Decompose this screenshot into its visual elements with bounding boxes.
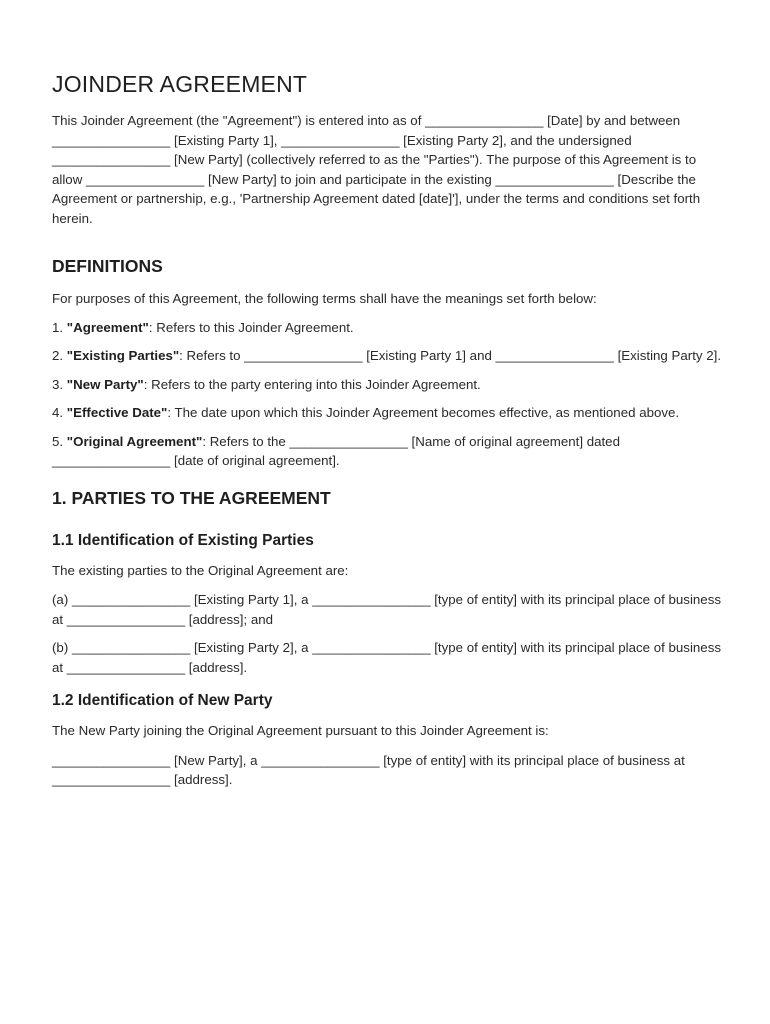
definition-number: 5. [52, 433, 64, 449]
definition-text: : Refers to ________________ [Existing Party 1] and ________________ [Existing Party 2]. [179, 348, 722, 363]
intro-paragraph: This Joinder Agreement (the "Agreement") is entered into as of ________________ [Date] by and between ________________ [Existing Party 1], ________________ [Existing Party 2], and the undersigned ________________ [New Party] (collectively referred to as the "Parties"). The purpose of this Agreement is to allow ________________ [New Party] to join and participate in the existing ________________ [Describe the Agreement or partnership, e.g., 'Partnership Agreement dated [date]'], under the terms and conditions set forth herein. [52, 113, 701, 226]
definition-text: : The date upon which this Joinder Agreement becomes effective, as mentioned above. [167, 405, 680, 420]
definition-term: "Agreement" [66, 319, 149, 335]
definition-item-new-party [52, 375, 722, 395]
definitions-lead: For purposes of this Agreement, the following terms shall have the meanings set forth below: [52, 291, 597, 306]
section-1-2-lead: The New Party joining the Original Agreement pursuant to this Joinder Agreement is: [52, 723, 549, 738]
definition-term: "Existing Parties" [66, 348, 180, 363]
definition-text: : Refers to this Joinder Agreement. [148, 319, 354, 335]
existing-party-item-b: (b) ________________ [Existing Party 2], a ________________ [type of entity] with its principal place of business at ________________ [address]. [52, 640, 721, 675]
definition-item-agreement [52, 318, 722, 338]
new-party-item: ________________ [New Party], a ________________ [type of entity] with its principal place of business at ________________ [address]. [52, 752, 685, 787]
existing-party-item-a: (a) ________________ [Existing Party 1], a ________________ [type of entity] with its principal place of business at ________________ [address]; and [52, 592, 721, 627]
definition-item-existing-parties [52, 346, 722, 366]
definition-text: : Refers to the party entering into this Joinder Agreement. [143, 376, 481, 392]
section-1-1-heading: 1.1 Identification of Existing Parties [52, 531, 314, 549]
definition-number: 2. [52, 348, 64, 363]
definition-term: "Effective Date" [66, 405, 168, 420]
definition-number: 4. [52, 405, 64, 420]
definition-item-original-agreement [52, 432, 722, 471]
definition-item-effective-date [52, 403, 722, 423]
definition-term: "New Party" [66, 376, 144, 392]
document-page [52, 70, 722, 799]
section-1-heading: 1. PARTIES TO THE AGREEMENT [52, 487, 331, 508]
definition-text: : Refers to the ________________ [Name of original agreement] dated ________________ [date of original agreement]. [52, 433, 620, 468]
definitions-heading: DEFINITIONS [52, 256, 163, 276]
document-title: JOINDER AGREEMENT [52, 71, 308, 97]
definition-term: "Original Agreement" [66, 433, 203, 449]
definition-number: 3. [52, 376, 64, 392]
definition-number: 1. [52, 319, 64, 335]
section-1-1-lead: The existing parties to the Original Agreement are: [52, 562, 349, 578]
section-1-2-heading: 1.2 Identification of New Party [52, 692, 273, 709]
